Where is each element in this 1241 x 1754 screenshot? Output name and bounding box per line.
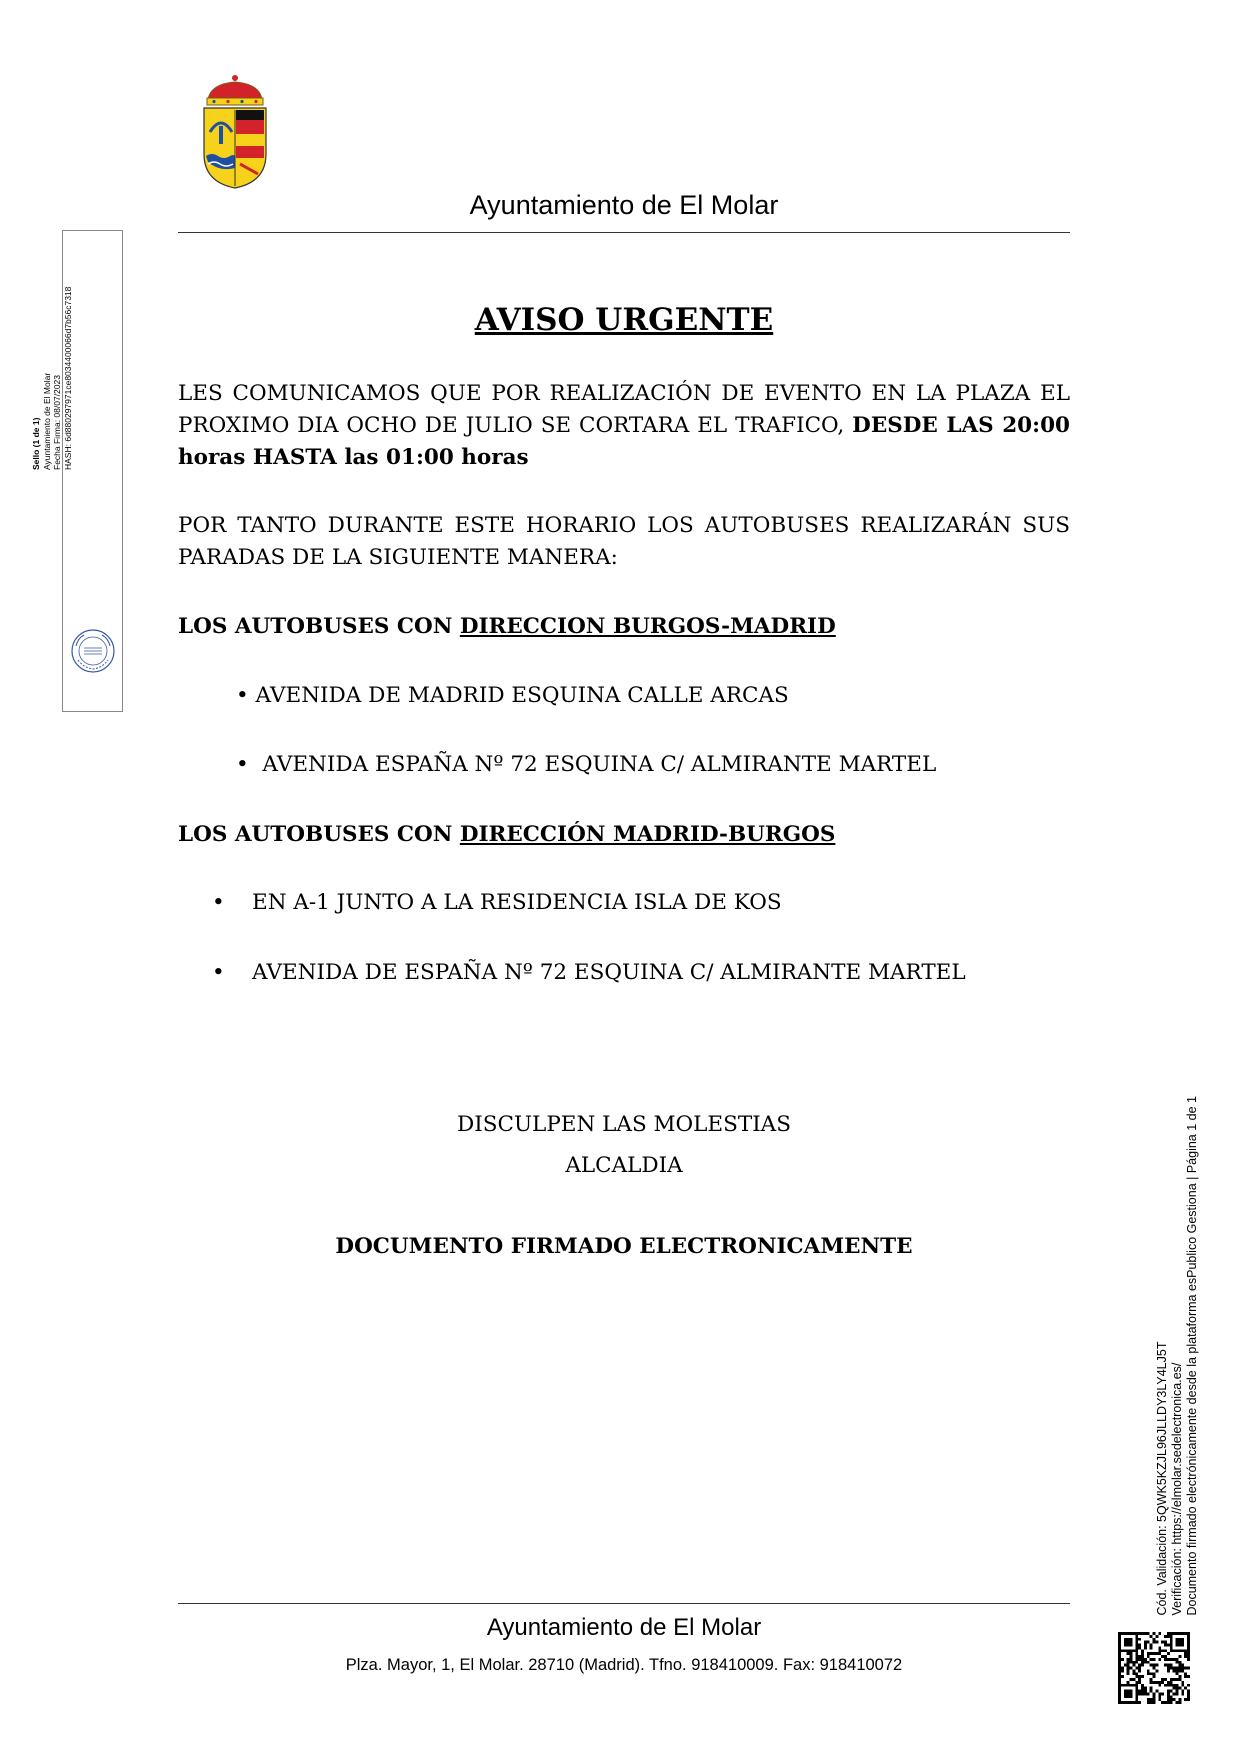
stop-text: EN A-1 JUNTO A LA RESIDENCIA ISLA DE KOS xyxy=(252,890,782,915)
qr-code-icon xyxy=(1118,1632,1190,1704)
stop-text: AVENIDA ESPAÑA Nº 72 ESQUINA C/ ALMIRANTE MARTEL xyxy=(262,752,937,777)
stamp-line: Sello (1 de 1) xyxy=(31,417,41,470)
section-heading-burgos-madrid xyxy=(178,614,836,639)
coat-of-arms-logo xyxy=(200,72,270,190)
stamp-text xyxy=(31,240,73,470)
stop-text: AVENIDA DE ESPAÑA Nº 72 ESQUINA C/ ALMIRANTE MARTEL xyxy=(252,960,966,985)
list-item xyxy=(236,752,936,777)
paragraph-time-range: DESDE LAS 20:00 horas HASTA las 01:00 horas xyxy=(178,413,1070,470)
footer-address: Plza. Mayor, 1, El Molar. 28710 (Madrid). Tfno. 918410009. Fax: 918410072 xyxy=(345,1656,903,1674)
paragraph-text: LES COMUNICAMOS QUE POR REALIZACIÓN DE EVENTO EN LA PLAZA EL PROXIMO DIA OCHO DE JULIO SE CORTARA EL TRAFICO, xyxy=(178,381,1070,438)
verification-line: Documento firmado electrónicamente desde la plataforma esPublico Gestiona | Página 1 de 1 xyxy=(1185,1096,1199,1616)
list-item xyxy=(236,683,789,708)
bullet-icon: • xyxy=(236,683,249,708)
list-item xyxy=(212,890,782,915)
section-heading-madrid-burgos xyxy=(178,822,835,847)
section-heading-prefix: LOS AUTOBUSES CON xyxy=(178,614,460,639)
section-heading-direction: DIRECCIÓN MADRID-BURGOS xyxy=(459,822,836,847)
signer-text: ALCALDIA xyxy=(565,1153,683,1178)
header-divider xyxy=(178,232,1070,233)
bullet-icon: • xyxy=(236,752,249,777)
closing-text: DISCULPEN LAS MOLESTIAS xyxy=(457,1112,791,1137)
bullet-icon: • xyxy=(212,960,225,985)
notice-title: AVISO URGENTE xyxy=(474,302,774,338)
footer-title: Ayuntamiento de El Molar xyxy=(486,1614,762,1641)
paragraph-traffic-cut xyxy=(178,378,1070,474)
footer-divider xyxy=(178,1603,1070,1604)
header-title: Ayuntamiento de El Molar xyxy=(469,190,779,220)
verification-text xyxy=(1155,1096,1200,1616)
stop-text: AVENIDA DE MADRID ESQUINA CALLE ARCAS xyxy=(255,683,789,708)
bullet-icon: • xyxy=(212,890,225,915)
stamp-line: Ayuntamiento de El Molar xyxy=(41,372,52,470)
stamp-line: HASH: 6d880297971ce8034400066d7b56c7318 xyxy=(62,286,73,470)
signed-note: DOCUMENTO FIRMADO ELECTRONICAMENTE xyxy=(335,1234,913,1259)
section-heading-prefix: LOS AUTOBUSES CON xyxy=(178,822,460,847)
paragraph-bus-stops-intro: POR TANTO DURANTE ESTE HORARIO LOS AUTOBUSES REALIZARÁN SUS PARADAS DE LA SIGUIENTE MANERA: xyxy=(178,513,1070,570)
verification-line: Cód. Validación: 5QWK5KZJL96JLLDY3LY4LJ5T xyxy=(1155,1341,1169,1616)
seal-stamp-icon xyxy=(70,628,116,674)
list-item xyxy=(212,960,966,985)
stamp-line: Fecha Firma: 08/07/2023 xyxy=(52,375,62,470)
verification-line: Verificación: https://elmolar.sedelectronica.es/ xyxy=(1170,1362,1184,1616)
section-heading-direction: DIRECCION BURGOS-MADRID xyxy=(459,614,836,639)
